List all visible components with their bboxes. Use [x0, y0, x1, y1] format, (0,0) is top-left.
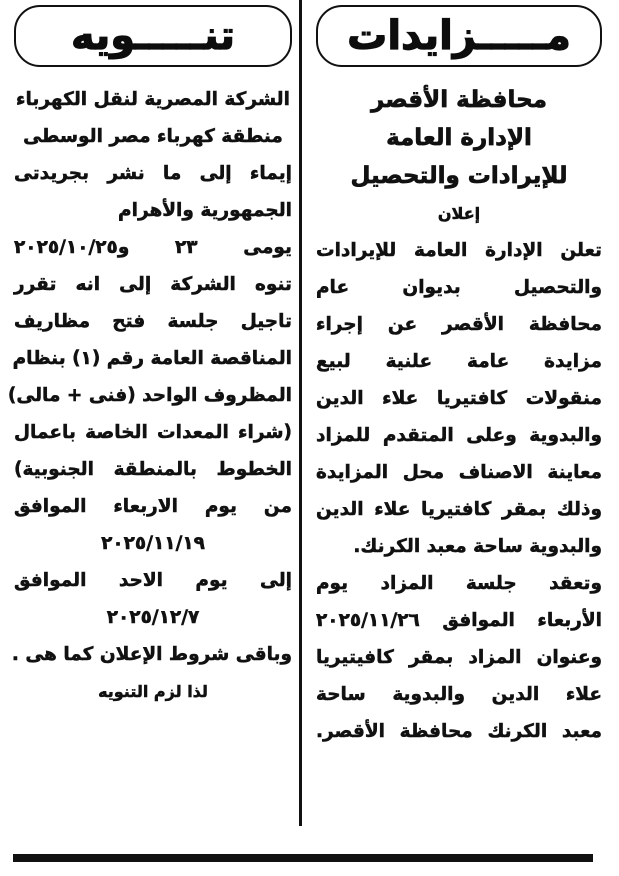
body-line: تاجيل جلسة فتح مظاريف — [14, 311, 292, 332]
body-line: الجمهورية والأهرام — [118, 200, 292, 221]
body-line: مزايدة عامة علنية لبيع — [316, 351, 602, 372]
body-line: المظروف الواحد (فنى + مالى) — [7, 385, 292, 406]
governorate-title: محافظة الأقصر — [371, 87, 547, 113]
body-line: وتعقد جلسة المزاد يوم — [316, 573, 602, 594]
body-line: معاينة الاصناف محل المزايدة — [316, 462, 602, 483]
auctions-header-box — [316, 5, 602, 67]
publish-dates-line: يومى ٢٣ و٢٠٢٥/١٠/٢٥ — [14, 237, 292, 258]
body-line: (شراء المعدات الخاصة باعمال — [14, 422, 292, 443]
column-divider — [299, 0, 302, 826]
body-line: والتحصيل بديوان عام — [316, 277, 602, 298]
body-line: معبد الكرنك محافظة الأقصر. — [316, 721, 602, 742]
notice-ad-body — [7, 81, 292, 710]
notice-header-box — [14, 5, 292, 67]
notice-ad-column — [7, 0, 292, 710]
company-name: الشركة المصرية لنقل الكهرباء — [16, 89, 290, 110]
auctions-header-title: مـــــزايدات — [347, 13, 571, 59]
body-line: وعنوان المزاد بمقر كافيتيريا — [316, 647, 602, 668]
auctions-ad-column — [316, 0, 602, 750]
end-date: ٢٠٢٥/١٢/٧ — [106, 607, 200, 628]
body-line: إيماء إلى ما نشر بجريدتى — [14, 163, 292, 184]
body-line: إلى يوم الاحد الموافق — [14, 570, 292, 591]
announcement-label: إعلان — [437, 204, 481, 223]
auctions-ad-body — [316, 81, 602, 750]
department-title: الإدارة العامة — [386, 125, 532, 151]
bottom-rule — [13, 854, 593, 862]
body-line: وباقى شروط الإعلان كما هى . — [11, 644, 292, 665]
body-line: محافظة الأقصر عن إجراء — [316, 314, 602, 335]
body-line: منقولات كافتيريا علاء الدين — [316, 388, 602, 409]
region-name: منطقة كهرباء مصر الوسطى — [23, 126, 283, 147]
body-line: تعلن الإدارة العامة للإيرادات — [316, 240, 602, 261]
body-line: الخطوط بالمنطقة الجنوبية) — [14, 459, 292, 480]
body-line: علاء الدين والبدوية ساحة — [316, 684, 602, 705]
body-line: والبدوية ساحة معبد الكرنك. — [353, 536, 602, 557]
body-line: وذلك بمقر كافتيريا علاء الدين — [316, 499, 602, 520]
body-line: من يوم الاربعاء الموافق — [14, 496, 292, 517]
department-subtitle: للإيرادات والتحصيل — [350, 163, 568, 189]
body-line: المناقصة العامة رقم (١) بنظام — [12, 348, 292, 369]
notice-header-title: تنـــــويه — [70, 13, 236, 59]
auction-date-line: الأربعاء الموافق ٢٠٢٥/١١/٢٦ — [316, 610, 602, 631]
body-line: تنوه الشركة إلى انه تقرر — [14, 274, 292, 295]
body-line: والبدوية وعلى المتقدم للمزاد — [316, 425, 602, 446]
closing-line: لذا لزم التنويه — [98, 682, 208, 701]
start-date: ٢٠٢٥/١١/١٩ — [101, 533, 205, 554]
